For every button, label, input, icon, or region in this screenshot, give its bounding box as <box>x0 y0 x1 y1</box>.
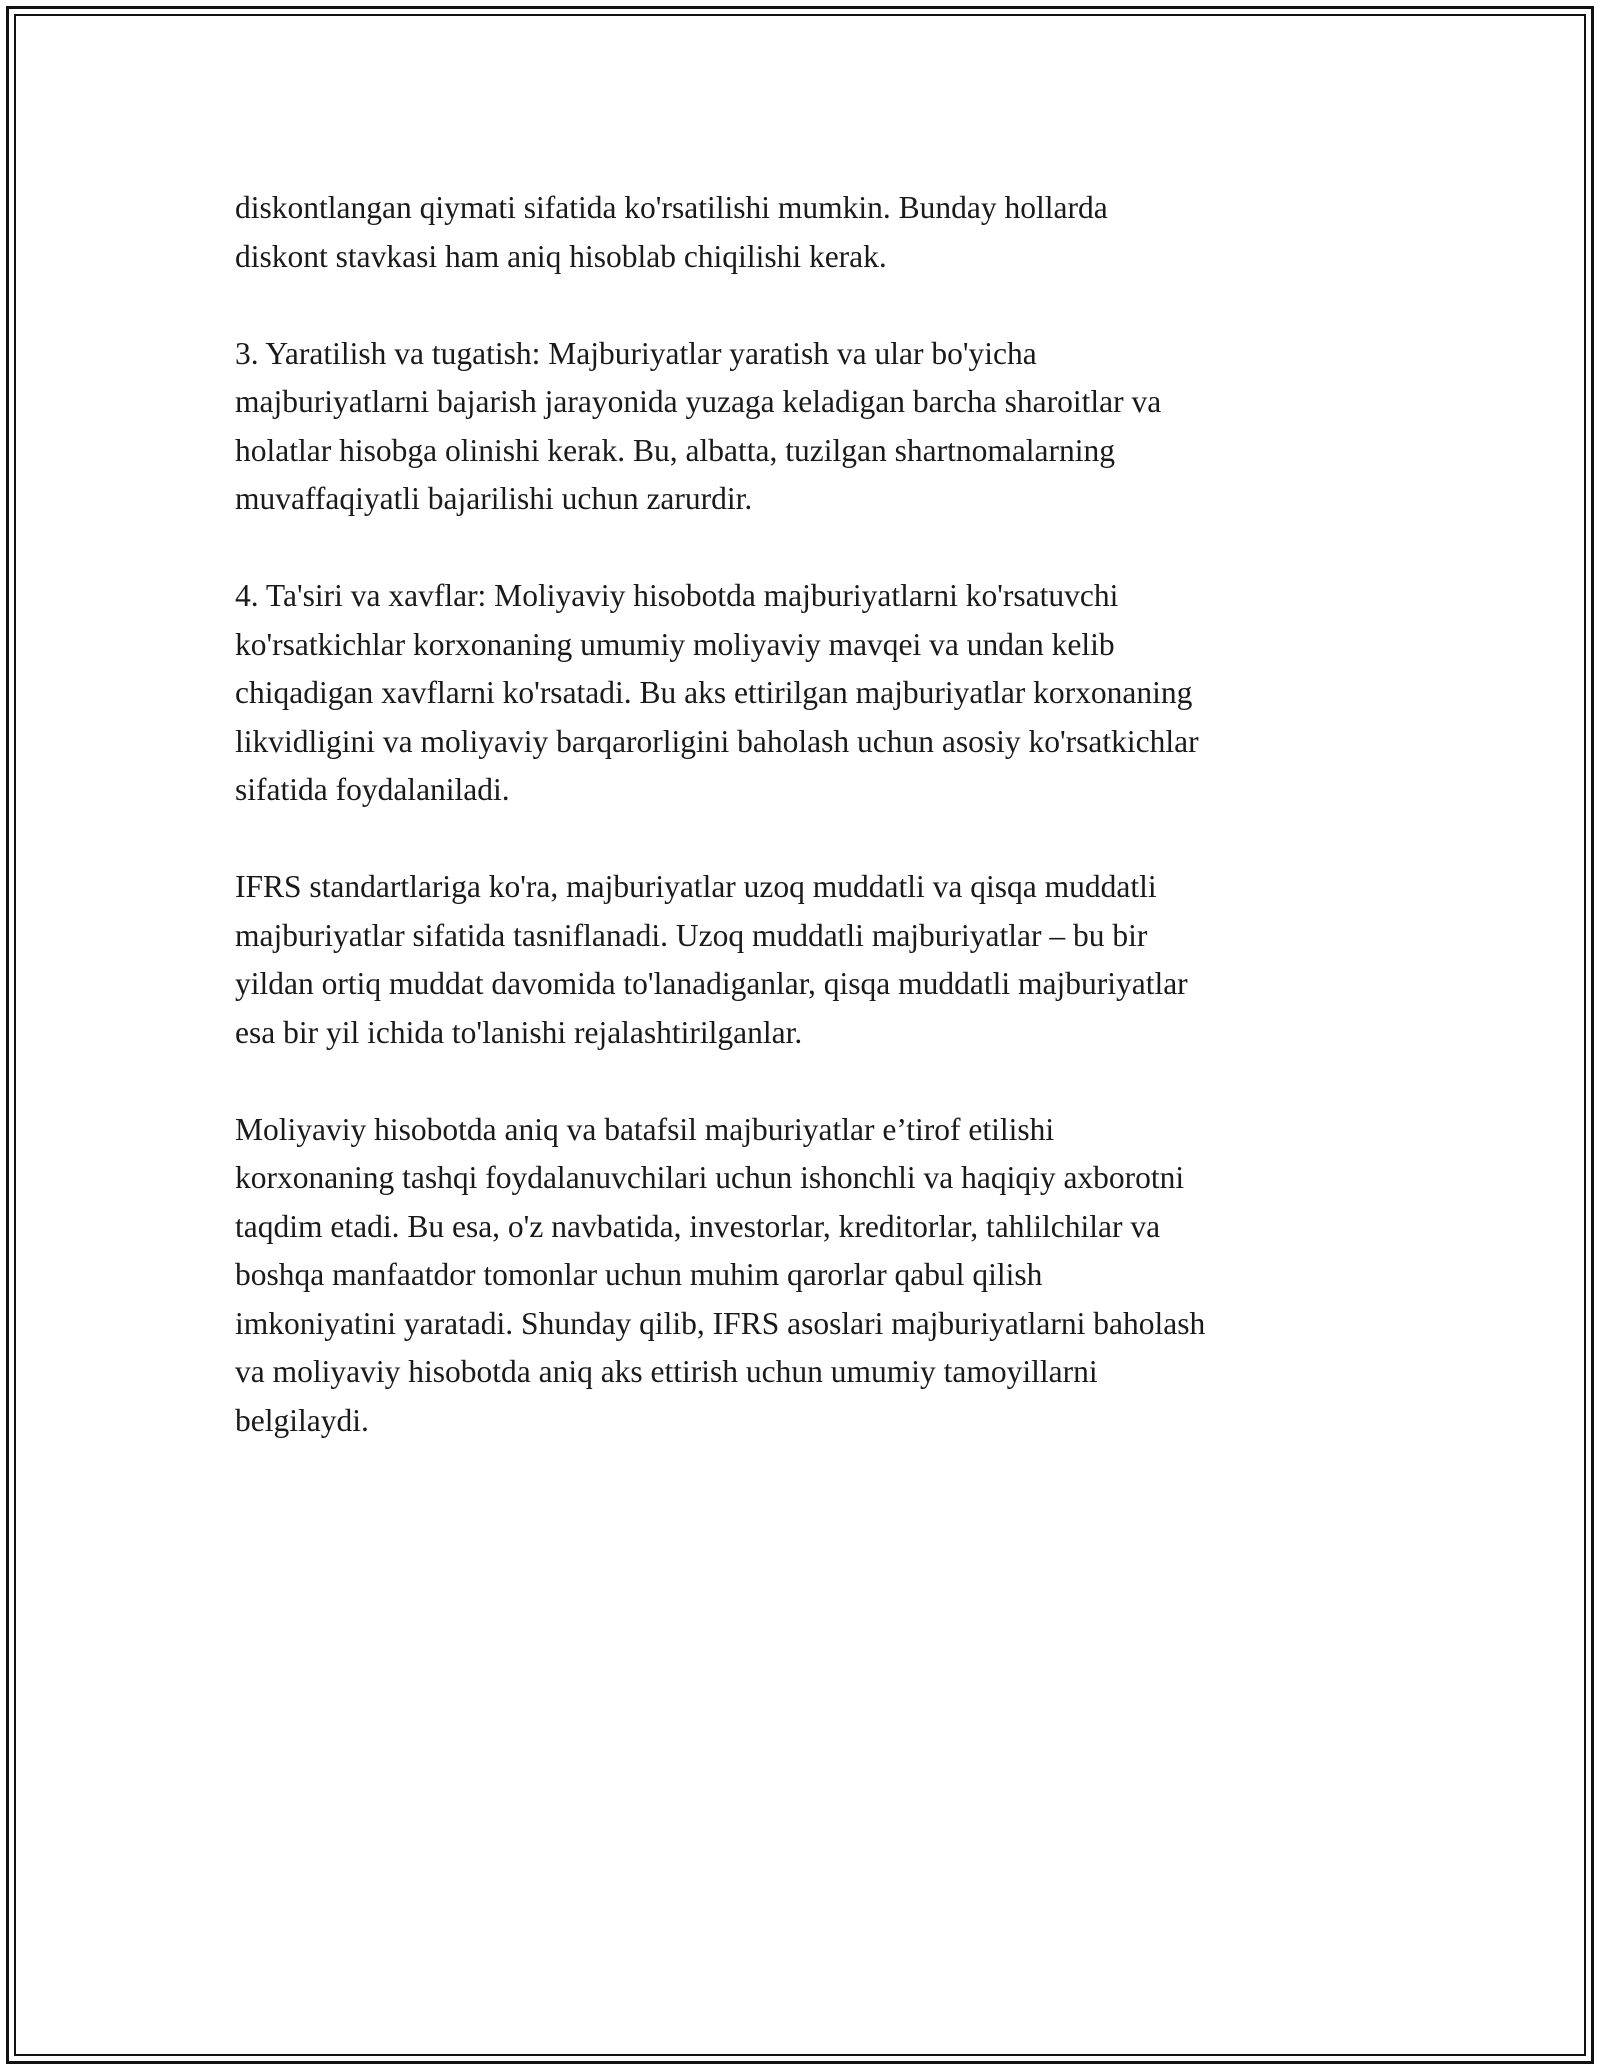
paragraph-impact-and-risks: 4. Ta'siri va xavflar: Moliyaviy hisobotda majburiyatlarni ko'rsatuvchi ko'rsatkichlar korxonaning umumiy moliyaviy mavqei va undan kelib chiqadigan xavflarni ko'rsatadi. Bu aks ettirilgan majburiyatlar korxonaning likvidligini va moliyaviy barqarorligini baholash uchun asosiy ko'rsatkichlar sifatida foydalaniladi. <box>235 578 1199 807</box>
paragraph-discount-continuation: diskontlangan qiymati sifatida ko'rsatilishi mumkin. Bunday hollarda diskont stavkasi ham aniq hisoblab chiqilishi kerak. <box>235 190 1108 274</box>
paragraph-conclusion: Moliyaviy hisobotda aniq va batafsil majburiyatlar e’tirof etilishi korxonaning tashqi foydalanuvchilari uchun ishonchli va haqiqiy axborotni taqdim etadi. Bu esa, o'z navbatida, investorlar, kreditorlar, tahlilchilar va boshqa manfaatdor tomonlar uchun muhim qarorlar qabul qilish imkoniyatini yaratadi. Shunday qilib, IFRS asoslari majburiyatlarni baholash va moliyaviy hisobotda aniq aks ettirish uchun umumiy tamoyillarni belgilaydi. <box>235 1111 1206 1438</box>
paragraph-creation-and-termination: 3. Yaratilish va tugatish: Majburiyatlar yaratish va ular bo'yicha majburiyatlarni bajarish jarayonida yuzaga keladigan barcha sharoitlar va holatlar hisobga olinishi kerak. Bu, albatta, tuzilgan shartnomalarning muvaffaqiyatli bajarilishi uchun zarurdir. <box>235 335 1162 516</box>
document-body <box>235 184 1395 1494</box>
paragraph-ifrs-classification: IFRS standartlariga ko'ra, majburiyatlar uzoq muddatli va qisqa muddatli majburiyatlar sifatida tasniflanadi. Uzoq muddatli majburiyatlar – bu bir yildan ortiq muddat davomida to'lanadiganlar, qisqa muddatli majburiyatlar esa bir yil ichida to'lanishi rejalashtirilganlar. <box>235 869 1188 1050</box>
